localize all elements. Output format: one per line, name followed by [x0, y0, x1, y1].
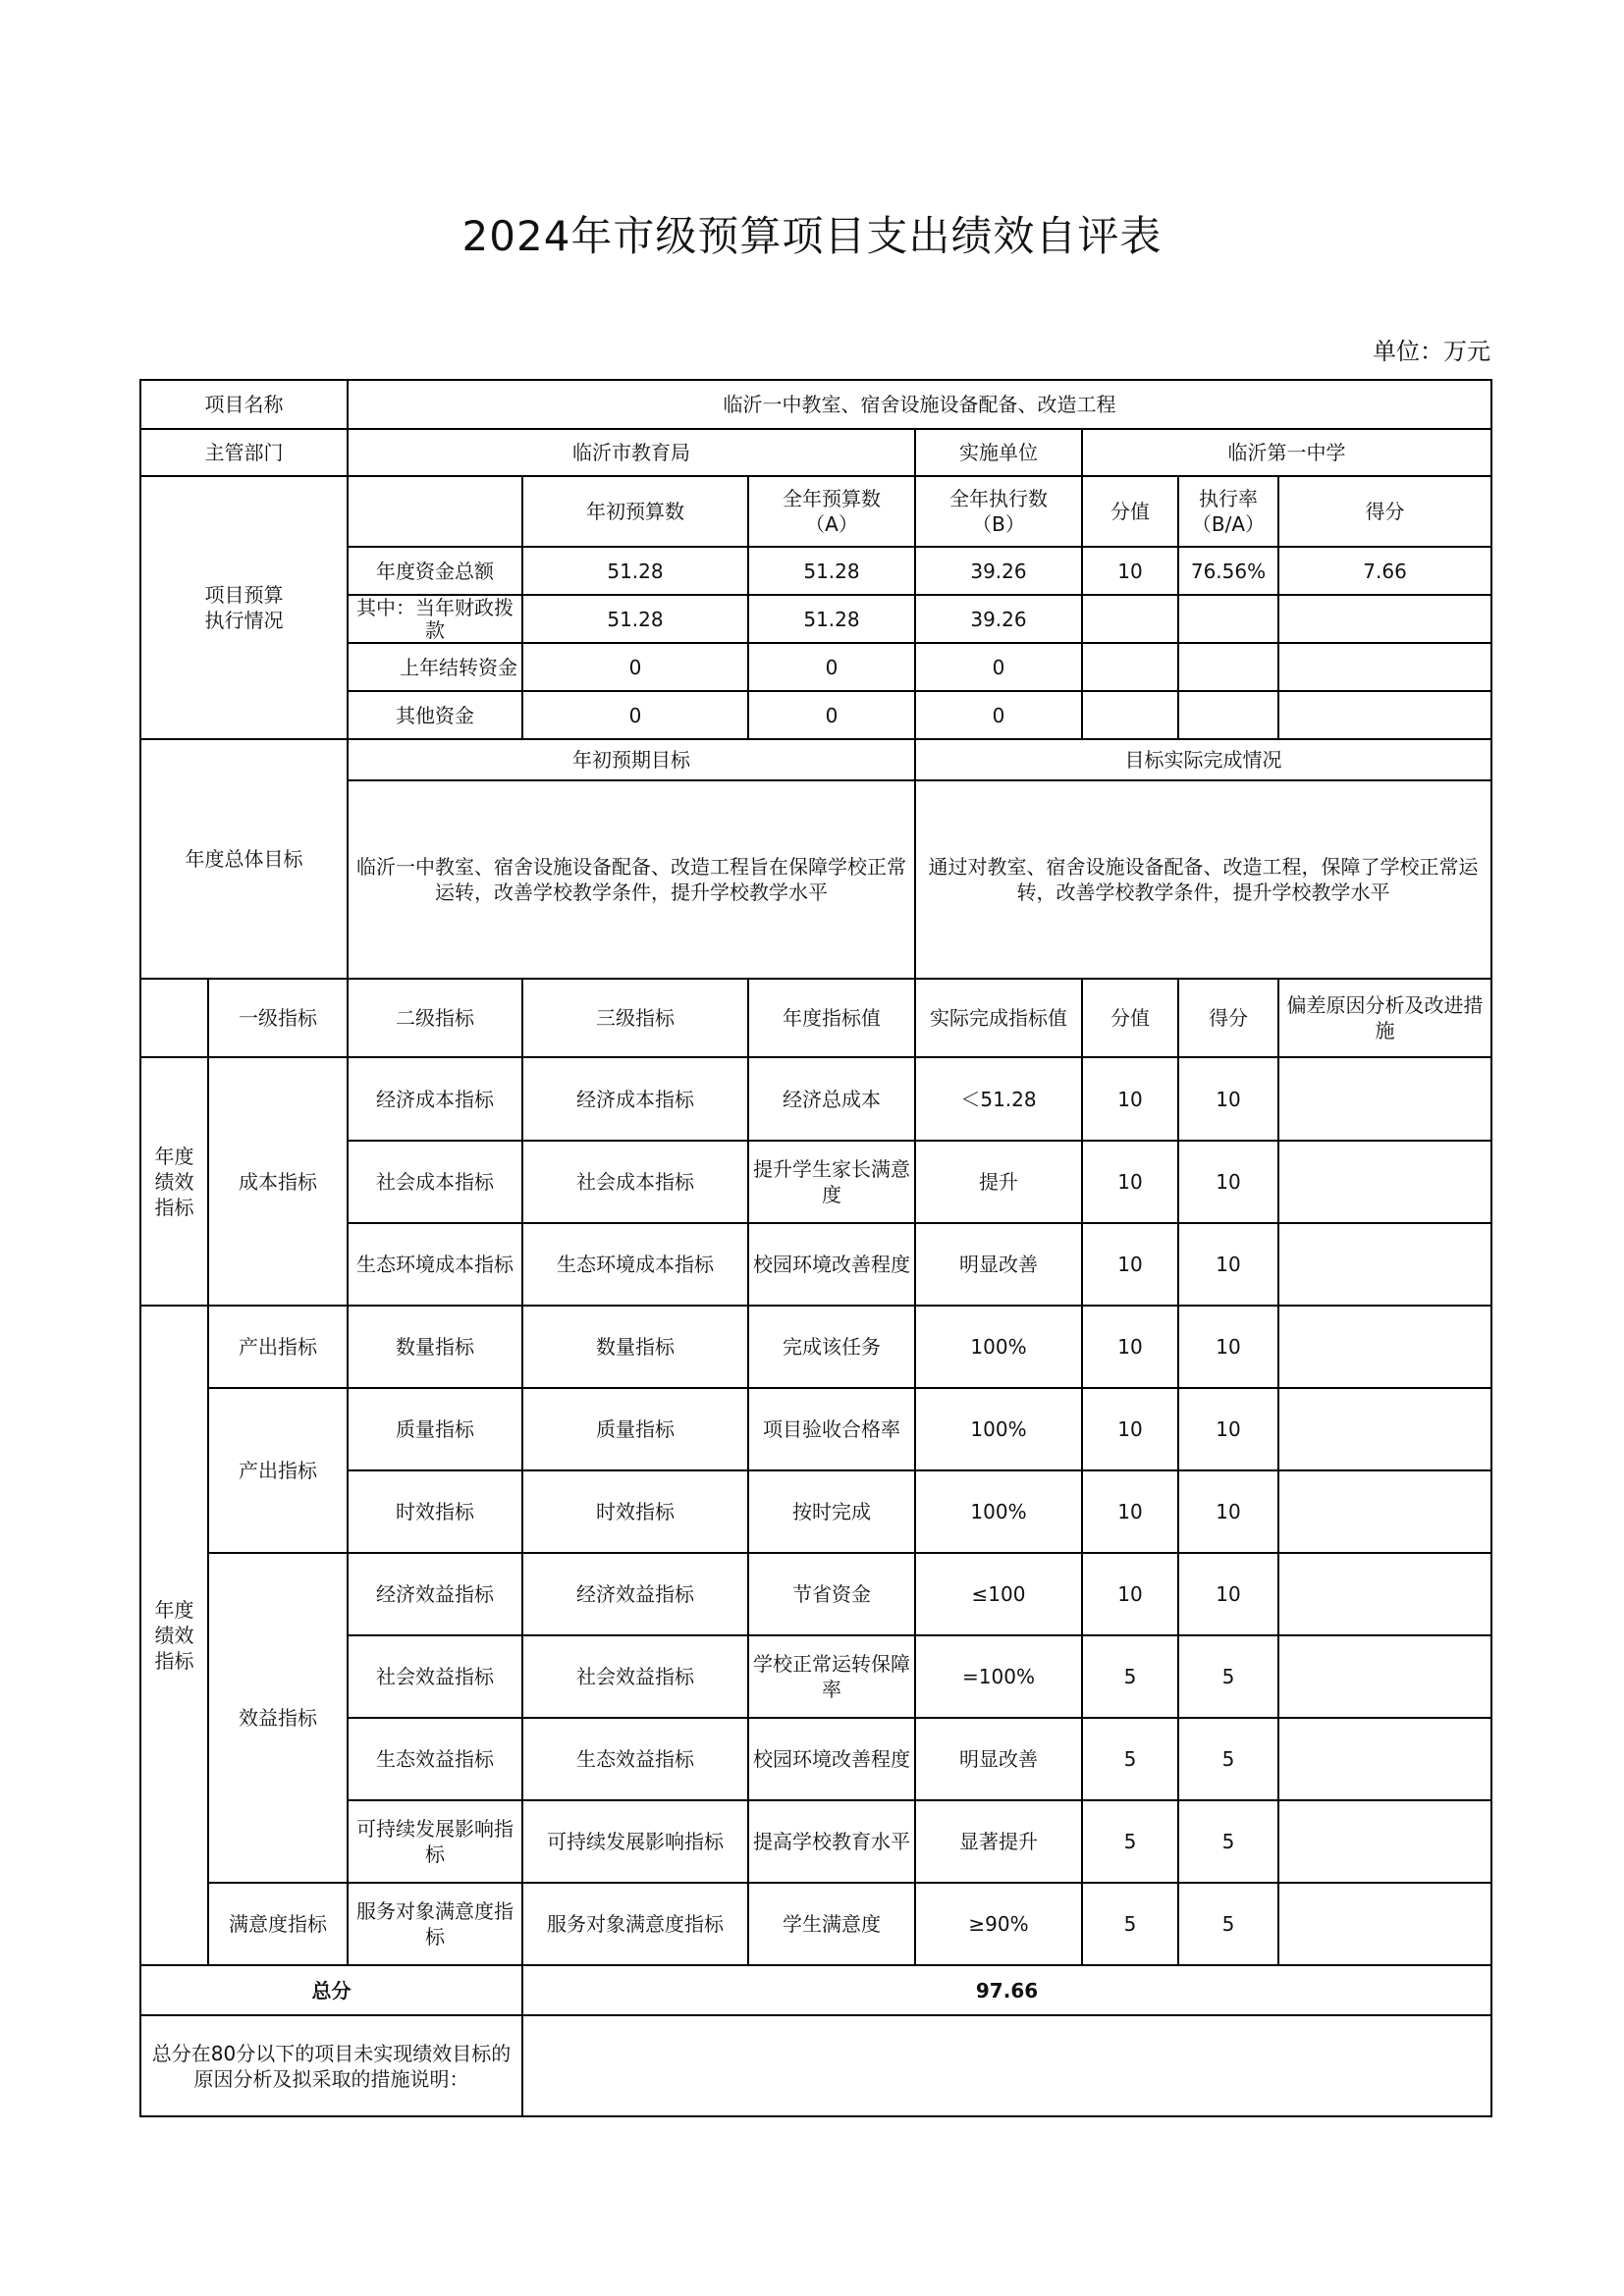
- budget-row-label: 其他资金: [348, 691, 522, 739]
- unit-label: 单位：万元: [1373, 338, 1490, 365]
- page-title: 2024年市级预算项目支出绩效自评表: [461, 212, 1163, 260]
- indicator-l2: 质量指标: [348, 1388, 522, 1470]
- indicator-l2: 社会效益指标: [348, 1635, 522, 1718]
- indicator-score: 10: [1178, 1141, 1278, 1223]
- indicator-l2: 服务对象满意度指标: [348, 1883, 522, 1965]
- budget-score-value: [1082, 691, 1178, 739]
- indicator-score: 5: [1178, 1883, 1278, 1965]
- indicator-note: [1278, 1306, 1491, 1388]
- budget-executed: 0: [915, 643, 1082, 691]
- self-evaluation-table: [139, 379, 1492, 2117]
- indicator-target: 经济总成本: [748, 1057, 915, 1141]
- indicator-value: 10: [1082, 1057, 1178, 1141]
- budget-annual: 51.28: [748, 547, 915, 595]
- indicator-l2: 可持续发展影响指标: [348, 1800, 522, 1883]
- indicator-target: 学校正常运转保障率: [748, 1635, 915, 1718]
- indicator-target: 校园环境改善程度: [748, 1223, 915, 1306]
- budget-header-blank: [348, 476, 522, 547]
- department-row: [140, 429, 1491, 476]
- goals-actual-text: 通过对教室、宿舍设施设备配备、改造工程，保障了学校正常运转，改善学校教学条件，提升学校教学水平: [915, 780, 1491, 979]
- impl-label: 实施单位: [915, 429, 1082, 476]
- indicator-l3: 质量指标: [522, 1388, 748, 1470]
- indicator-l3: 数量指标: [522, 1306, 748, 1388]
- indicator-group-satisfaction: 满意度指标: [208, 1883, 348, 1965]
- indicator-row: [140, 1388, 1491, 1470]
- budget-header: 得分: [1278, 476, 1491, 547]
- indicator-header: 分值: [1082, 979, 1178, 1057]
- indicator-value: 5: [1082, 1718, 1178, 1800]
- total-row: [140, 1965, 1491, 2015]
- budget-score-value: [1082, 643, 1178, 691]
- indicator-row: [140, 1306, 1491, 1388]
- indicator-target: 学生满意度: [748, 1883, 915, 1965]
- budget-header: 全年预算数 （A）: [748, 476, 915, 547]
- indicator-value: 10: [1082, 1388, 1178, 1470]
- indicator-note: [1278, 1141, 1491, 1223]
- budget-header: 全年执行数 （B）: [915, 476, 1082, 547]
- indicator-row: [140, 1057, 1491, 1141]
- indicator-score: 10: [1178, 1553, 1278, 1635]
- impl-value: 临沂第一中学: [1082, 429, 1491, 476]
- indicator-group-benefit: 效益指标: [208, 1553, 348, 1883]
- budget-score: [1278, 691, 1491, 739]
- indicator-value: 5: [1082, 1635, 1178, 1718]
- indicator-l3: 经济成本指标: [522, 1057, 748, 1141]
- indicator-actual: 100%: [915, 1470, 1082, 1553]
- indicator-l3: 可持续发展影响指标: [522, 1800, 748, 1883]
- budget-initial: 51.28: [522, 547, 748, 595]
- indicator-value: 5: [1082, 1800, 1178, 1883]
- indicator-actual: 100%: [915, 1306, 1082, 1388]
- dept-value: 临沂市教育局: [348, 429, 915, 476]
- budget-rate: [1178, 643, 1278, 691]
- indicator-header: 三级指标: [522, 979, 748, 1057]
- indicator-header: 二级指标: [348, 979, 522, 1057]
- budget-initial: 51.28: [522, 595, 748, 643]
- indicator-l2: 生态环境成本指标: [348, 1223, 522, 1306]
- project-name-row: [140, 380, 1491, 429]
- budget-score: [1278, 595, 1491, 643]
- indicator-note: [1278, 1883, 1491, 1965]
- indicator-actual: 100%: [915, 1388, 1082, 1470]
- budget-executed: 39.26: [915, 595, 1082, 643]
- budget-annual: 51.28: [748, 595, 915, 643]
- total-label: 总分: [140, 1965, 522, 2015]
- indicator-header: 年度指标值: [748, 979, 915, 1057]
- indicator-note: [1278, 1388, 1491, 1470]
- indicator-l2: 经济成本指标: [348, 1057, 522, 1141]
- indicator-score: 10: [1178, 1223, 1278, 1306]
- explanation-value: [522, 2015, 1491, 2116]
- goals-actual-label: 目标实际完成情况: [915, 739, 1491, 780]
- indicator-l2: 经济效益指标: [348, 1553, 522, 1635]
- goals-section-label: 年度总体目标: [140, 739, 348, 979]
- indicator-note: [1278, 1635, 1491, 1718]
- budget-rate: [1178, 691, 1278, 739]
- indicator-target: 校园环境改善程度: [748, 1718, 915, 1800]
- budget-annual: 0: [748, 643, 915, 691]
- budget-initial: 0: [522, 643, 748, 691]
- indicator-target: 提高学校教育水平: [748, 1800, 915, 1883]
- dept-label: 主管部门: [140, 429, 348, 476]
- budget-row-label: 年度资金总额: [348, 547, 522, 595]
- budget-header-row: [140, 476, 1491, 547]
- indicator-group-output: 产出指标: [208, 1306, 348, 1388]
- indicator-group-cost: 成本指标: [208, 1057, 348, 1306]
- budget-row-label: 其中：当年财政拨款: [348, 595, 522, 643]
- indicator-note: [1278, 1223, 1491, 1306]
- budget-row-label: 上年结转资金: [348, 643, 522, 691]
- explanation-label: 总分在80分以下的项目未实现绩效目标的原因分析及拟采取的措施说明：: [140, 2015, 522, 2116]
- indicator-note: [1278, 1800, 1491, 1883]
- indicator-row: [140, 1553, 1491, 1635]
- budget-header: 执行率 （B/A）: [1178, 476, 1278, 547]
- indicator-section-label: 年度 绩效 指标: [140, 1057, 208, 1306]
- indicator-score: 5: [1178, 1718, 1278, 1800]
- indicator-actual: 明显改善: [915, 1718, 1082, 1800]
- indicator-score: 5: [1178, 1800, 1278, 1883]
- indicator-l3: 时效指标: [522, 1470, 748, 1553]
- indicator-score: 10: [1178, 1306, 1278, 1388]
- indicator-target: 按时完成: [748, 1470, 915, 1553]
- total-value: 97.66: [522, 1965, 1491, 2015]
- indicator-actual: =100%: [915, 1635, 1082, 1718]
- indicator-l3: 社会效益指标: [522, 1635, 748, 1718]
- budget-initial: 0: [522, 691, 748, 739]
- indicator-note: [1278, 1057, 1491, 1141]
- indicator-actual: 提升: [915, 1141, 1082, 1223]
- explanation-row: [140, 2015, 1491, 2116]
- indicator-target: 节省资金: [748, 1553, 915, 1635]
- indicator-score: 10: [1178, 1057, 1278, 1141]
- budget-header: 年初预算数: [522, 476, 748, 547]
- indicator-score: 5: [1178, 1635, 1278, 1718]
- indicator-value: 10: [1082, 1141, 1178, 1223]
- indicator-section-label: 年度 绩效 指标: [140, 1306, 208, 1965]
- indicator-note: [1278, 1718, 1491, 1800]
- indicator-l2: 生态效益指标: [348, 1718, 522, 1800]
- indicator-header: 一级指标: [208, 979, 348, 1057]
- indicator-header-row: [140, 979, 1491, 1057]
- indicator-value: 10: [1082, 1306, 1178, 1388]
- indicator-l3: 生态环境成本指标: [522, 1223, 748, 1306]
- indicator-score: 10: [1178, 1388, 1278, 1470]
- indicator-l3: 生态效益指标: [522, 1718, 748, 1800]
- budget-section-label: 项目预算 执行情况: [140, 476, 348, 739]
- indicator-l3: 经济效益指标: [522, 1553, 748, 1635]
- budget-score: 7.66: [1278, 547, 1491, 595]
- indicator-actual: 明显改善: [915, 1223, 1082, 1306]
- indicator-target: 提升学生家长满意度: [748, 1141, 915, 1223]
- budget-header: 分值: [1082, 476, 1178, 547]
- budget-rate: 76.56%: [1178, 547, 1278, 595]
- indicator-value: 10: [1082, 1223, 1178, 1306]
- indicator-value: 5: [1082, 1883, 1178, 1965]
- budget-rate: [1178, 595, 1278, 643]
- indicator-header-blank: [140, 979, 208, 1057]
- indicator-header: 偏差原因分析及改进措施: [1278, 979, 1491, 1057]
- budget-executed: 0: [915, 691, 1082, 739]
- goals-header-row: [140, 739, 1491, 780]
- indicator-group-output: 产出指标: [208, 1388, 348, 1553]
- indicator-score: 10: [1178, 1470, 1278, 1553]
- indicator-actual: 显著提升: [915, 1800, 1082, 1883]
- indicator-l3: 社会成本指标: [522, 1141, 748, 1223]
- budget-score: [1278, 643, 1491, 691]
- goals-expected-text: 临沂一中教室、宿舍设施设备配备、改造工程旨在保障学校正常运转，改善学校教学条件，提升学校教学水平: [348, 780, 915, 979]
- indicator-actual: ≤100: [915, 1553, 1082, 1635]
- indicator-value: 10: [1082, 1470, 1178, 1553]
- indicator-l2: 数量指标: [348, 1306, 522, 1388]
- indicator-value: 10: [1082, 1553, 1178, 1635]
- indicator-l2: 时效指标: [348, 1470, 522, 1553]
- indicator-target: 项目验收合格率: [748, 1388, 915, 1470]
- budget-score-value: [1082, 595, 1178, 643]
- indicator-header: 实际完成指标值: [915, 979, 1082, 1057]
- indicator-actual: ＜51.28: [915, 1057, 1082, 1141]
- project-name-label: 项目名称: [140, 380, 348, 429]
- budget-score-value: 10: [1082, 547, 1178, 595]
- indicator-header: 得分: [1178, 979, 1278, 1057]
- budget-executed: 39.26: [915, 547, 1082, 595]
- indicator-note: [1278, 1470, 1491, 1553]
- indicator-actual: ≥90%: [915, 1883, 1082, 1965]
- budget-annual: 0: [748, 691, 915, 739]
- indicator-l2: 社会成本指标: [348, 1141, 522, 1223]
- indicator-row: [140, 1883, 1491, 1965]
- indicator-l3: 服务对象满意度指标: [522, 1883, 748, 1965]
- project-name-value: 临沂一中教室、宿舍设施设备配备、改造工程: [348, 380, 1491, 429]
- indicator-note: [1278, 1553, 1491, 1635]
- indicator-target: 完成该任务: [748, 1306, 915, 1388]
- goals-expected-label: 年初预期目标: [348, 739, 915, 780]
